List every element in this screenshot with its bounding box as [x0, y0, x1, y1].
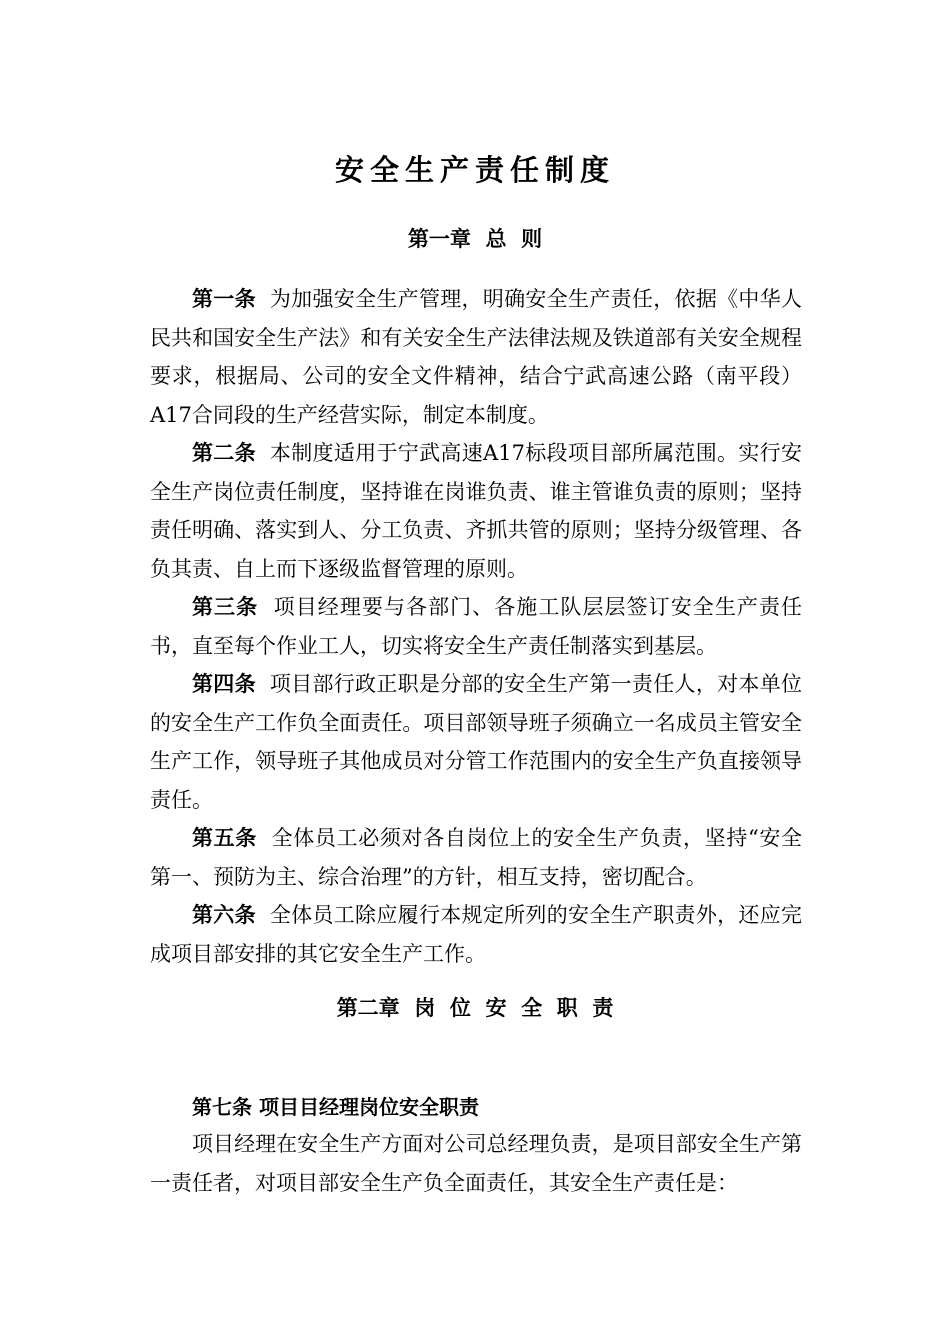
article-2-label: 第二条: [192, 441, 256, 465]
article-2: [150, 434, 802, 588]
article-2-text: 本制度适用于宁武高速A17标段项目部所属范围。实行安全生产岗位责任制度，坚持谁在岗谁负责、谁主管谁负责的原则；坚持责任明确、落实到人、分工负责、齐抓共管的原则；坚持分级管理、各负其责、自上而下逐级监督管理的原则。: [150, 441, 802, 581]
article-4: [150, 665, 802, 819]
article-6-label: 第六条: [192, 903, 256, 927]
chapter-heading-2: 第二章 岗 位 安 全 职 责: [336, 996, 614, 1020]
article-3-text: 项目经理要与各部门、各施工队层层签订安全生产责任书，直至每个作业工人，切实将安全生产责任制落实到基层。: [150, 595, 803, 658]
document-title: 安全生产责任制度: [334, 153, 615, 187]
article-1-text: 为加强安全生产管理，明确安全生产责任，依据《中华人民共和国安全生产法》和有关安全生产法律法规及铁道部有关安全规程要求，根据局、公司的安全文件精神，结合宁武高速公路（南平段）A17合同段的生产经营实际，制定本制度。: [150, 287, 803, 427]
chapter-heading-1: 第一章 总 则: [407, 227, 543, 251]
article-6: [150, 896, 802, 973]
article-7-text: 项目经理在安全生产方面对公司总经理负责，是项目部安全生产第一责任者，对项目部安全生产负全面责任，其安全生产责任是：: [150, 1132, 802, 1195]
article-5: [150, 819, 802, 896]
article-3: [150, 588, 802, 665]
article-3-label: 第三条: [192, 595, 259, 619]
article-1-label: 第一条: [192, 287, 256, 311]
chapter-1-body: [150, 280, 802, 973]
article-4-text: 项目部行政正职是分部的安全生产第一责任人，对本单位的安全生产工作负全面责任。项目部领导班子须确立一名成员主管安全生产工作，领导班子其他成员对分管工作范围内的安全生产负直接领导责任。: [150, 672, 803, 812]
article-4-label: 第四条: [192, 672, 256, 696]
article-1: [150, 280, 802, 434]
article-5-label: 第五条: [192, 826, 257, 850]
article-5-text: 全体员工必须对各自岗位上的安全生产负责，坚持“安全第一、预防为主、综合治理”的方针，相互支持，密切配合。: [150, 826, 803, 889]
article-7-heading: 第七条 项目目经理岗位安全职责: [192, 1095, 479, 1119]
article-6-text: 全体员工除应履行本规定所列的安全生产职责外，还应完成项目部安排的其它安全生产工作。: [150, 903, 803, 966]
